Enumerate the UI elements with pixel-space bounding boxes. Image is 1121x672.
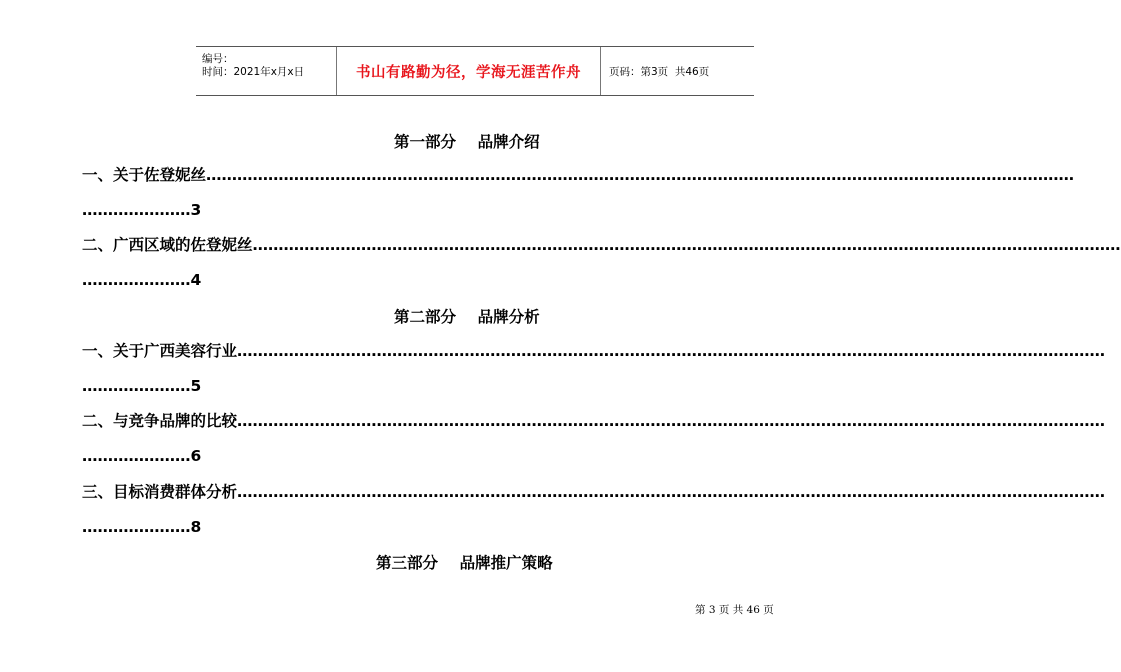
toc-entry-label: 一、关于广西美容行业 bbox=[82, 342, 238, 360]
toc-entry-3-page-line bbox=[82, 376, 201, 396]
toc-leader-dots: …………………………………………………………………………………………………………………………………………………… bbox=[237, 412, 1106, 430]
toc-leader-dots: ………………… bbox=[82, 447, 191, 465]
toc-entry-5[interactable] bbox=[82, 482, 1106, 502]
toc-leader-dots: …………………………………………………………………………………………………………………………………………………… bbox=[252, 236, 1121, 254]
toc-entry-page: 5 bbox=[190, 377, 202, 395]
toc-entry-2[interactable] bbox=[82, 235, 1121, 255]
toc-leader-dots: …………………………………………………………………………………………………………………………………………………… bbox=[237, 342, 1106, 360]
toc-entry-4-page-line bbox=[82, 446, 201, 466]
part1-title: 第一部分 品牌介绍 bbox=[394, 133, 540, 151]
header-page-code: 页码：第3页 共46页 bbox=[609, 65, 710, 78]
toc-entry-2-page-line bbox=[82, 270, 201, 290]
header-time-label: 时间：2021年x月x日 bbox=[202, 66, 305, 78]
toc-entry-1-page-line bbox=[82, 200, 201, 220]
toc-entry-5-page-line bbox=[82, 517, 201, 537]
toc-entry-page: 8 bbox=[190, 518, 202, 536]
toc-leader-dots: ………………… bbox=[82, 377, 191, 395]
toc-entry-label: 二、广西区域的佐登妮丝 bbox=[82, 236, 253, 254]
toc-entry-page: 3 bbox=[190, 201, 202, 219]
document-header bbox=[196, 46, 754, 96]
toc-leader-dots: ………………… bbox=[82, 518, 191, 536]
toc-entry-label: 二、与竞争品牌的比较 bbox=[82, 412, 238, 430]
toc-entry-1[interactable] bbox=[82, 165, 1075, 185]
part2-title: 第二部分 品牌分析 bbox=[394, 308, 540, 326]
toc-leader-dots: …………………………………………………………………………………………………………………………………………………… bbox=[206, 166, 1075, 184]
header-motto: 书山有路勤为径，学海无涯苦作舟 bbox=[337, 47, 601, 95]
toc-entry-page: 4 bbox=[190, 271, 202, 289]
toc-leader-dots: ………………… bbox=[82, 201, 191, 219]
part3-title: 第三部分 品牌推广策略 bbox=[376, 554, 553, 572]
toc-leader-dots: ………………… bbox=[82, 271, 191, 289]
toc-leader-dots: …………………………………………………………………………………………………………………………………………………… bbox=[237, 483, 1106, 501]
toc-entry-page: 6 bbox=[190, 447, 202, 465]
toc-entry-label: 一、关于佐登妮丝 bbox=[82, 166, 207, 184]
toc-entry-4[interactable] bbox=[82, 411, 1106, 431]
toc-entry-label: 三、目标消费群体分析 bbox=[82, 483, 238, 501]
header-number-label: 编号： bbox=[202, 53, 234, 65]
header-meta-cell bbox=[196, 47, 337, 95]
page-footer: 第 3 页 共 46 页 bbox=[695, 604, 774, 616]
toc-entry-3[interactable] bbox=[82, 341, 1106, 361]
